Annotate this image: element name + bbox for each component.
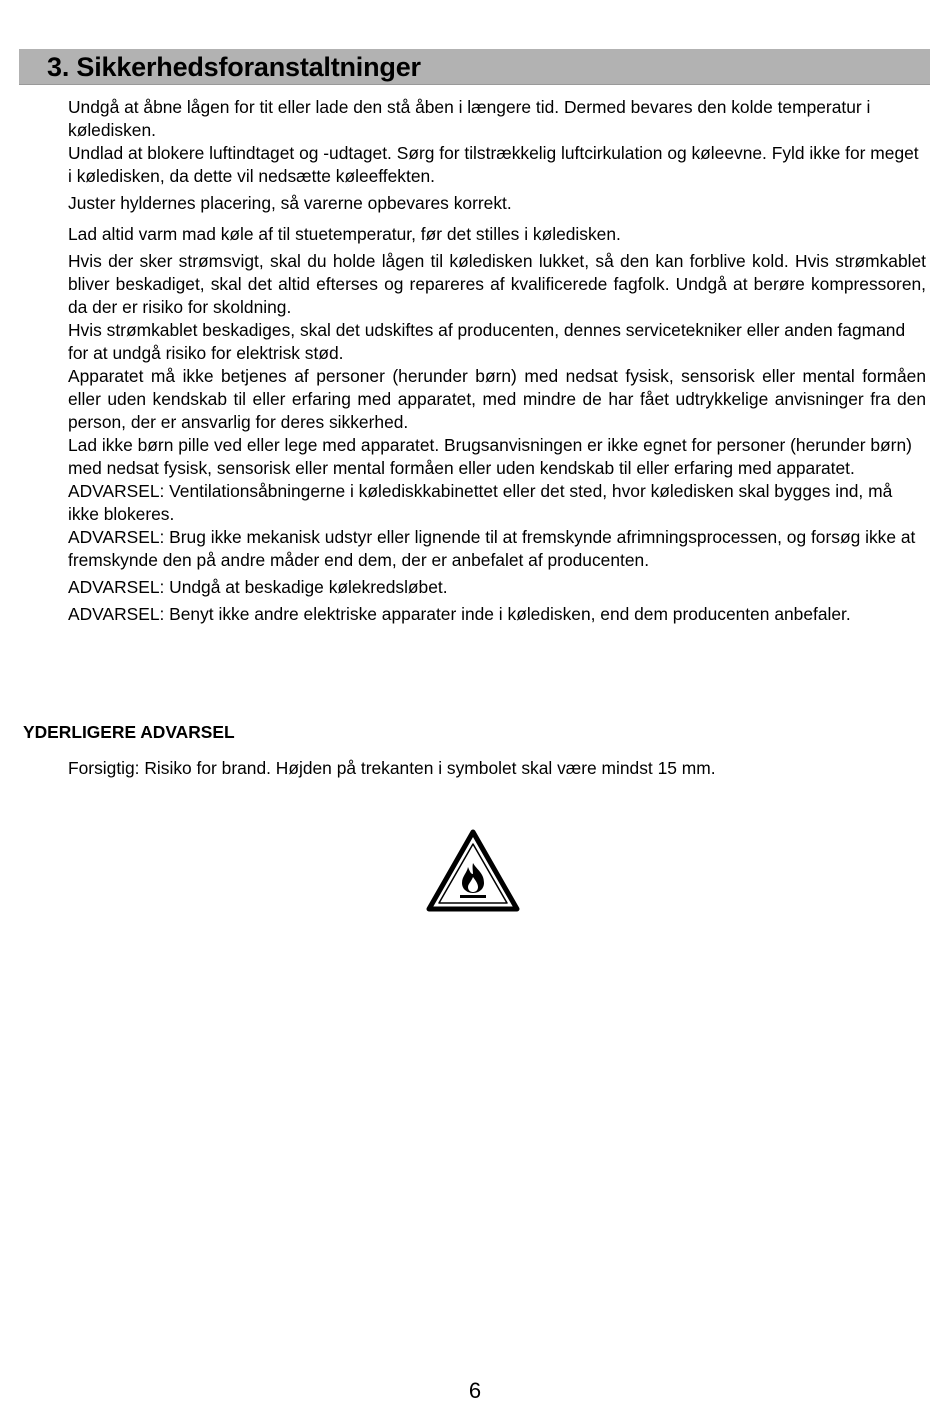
paragraph-power-cable: Hvis strømkablet beskadiges, skal det udskiftes af producenten, dennes servicetekniker eller anden fagmand for at undgå risiko for elektrisk stød. [68, 320, 906, 363]
flammable-warning-icon [426, 829, 520, 913]
fire-caution-text: Forsigtig: Risiko for brand. Højden på trekanten i symbolet skal være mindst 15 mm. [68, 758, 716, 778]
paragraph-shelves: Juster hyldernes placering, så varerne opbevares korrekt. [68, 193, 512, 213]
paragraph-warm-food: Lad altid varm mad køle af til stuetemperatur, før det stilles i køledisken. [68, 224, 621, 244]
paragraph-warning-ventilation: ADVARSEL: Ventilationsåbningerne i kølediskkabinettet eller det sted, hvor køledisken skal bygges ind, må ikke blokeres. [68, 481, 893, 524]
paragraph-persons: Apparatet må ikke betjenes af personer (herunder børn) med nedsat fysisk, sensorisk eller mental formåen eller uden kendskab til eller erfaring med apparatet, med mindre de har fået udtrykkelige anvisninger fra den person, der er ansvarlig for deres sikkerhed. [68, 366, 926, 432]
page-number: 6 [468, 1378, 482, 1403]
paragraph-children: Lad ikke børn pille ved eller lege med apparatet. Brugsanvisningen er ikke egnet for personer (herunder børn) med nedsat fysisk, sensorisk eller mental formåen eller uden kendskab til eller erfaring med apparatet. [68, 435, 912, 478]
safety-instructions [68, 96, 926, 626]
further-warning-heading: YDERLIGERE ADVARSEL [23, 722, 235, 742]
section-header-band [19, 49, 930, 85]
paragraph-door: Undgå at åbne lågen for tit eller lade den stå åben i længere tid. Dermed bevares den kolde temperatur i køledisken. [68, 97, 871, 140]
paragraph-power-failure: Hvis der sker strømsvigt, skal du holde lågen til køledisken lukket, så den kan forblive kold. Hvis strømkablet bliver beskadiget, skal det altid efterses og repareres af kvalificerede fagfolk. Undgå at berøre kompressoren, da der er risiko for skoldning. [68, 251, 926, 317]
section-title: 3. Sikkerhedsforanstaltninger [47, 52, 421, 82]
paragraph-airflow: Undlad at blokere luftindtaget og -udtaget. Sørg for tilstrækkelig luftcirkulation og køleevne. Fyld ikke for meget i køledisken, da dette vil nedsætte køleeffekten. [68, 143, 919, 186]
paragraph-warning-appliances: ADVARSEL: Benyt ikke andre elektriske apparater inde i køledisken, end dem producenten anbefaler. [68, 604, 851, 624]
paragraph-warning-circuit: ADVARSEL: Undgå at beskadige kølekredsløbet. [68, 577, 448, 597]
paragraph-warning-defrost: ADVARSEL: Brug ikke mekanisk udstyr eller lignende til at fremskynde afrimningsprocessen, og forsøg ikke at fremskynde den på andre måder end dem, der er anbefalet af producenten. [68, 527, 916, 570]
